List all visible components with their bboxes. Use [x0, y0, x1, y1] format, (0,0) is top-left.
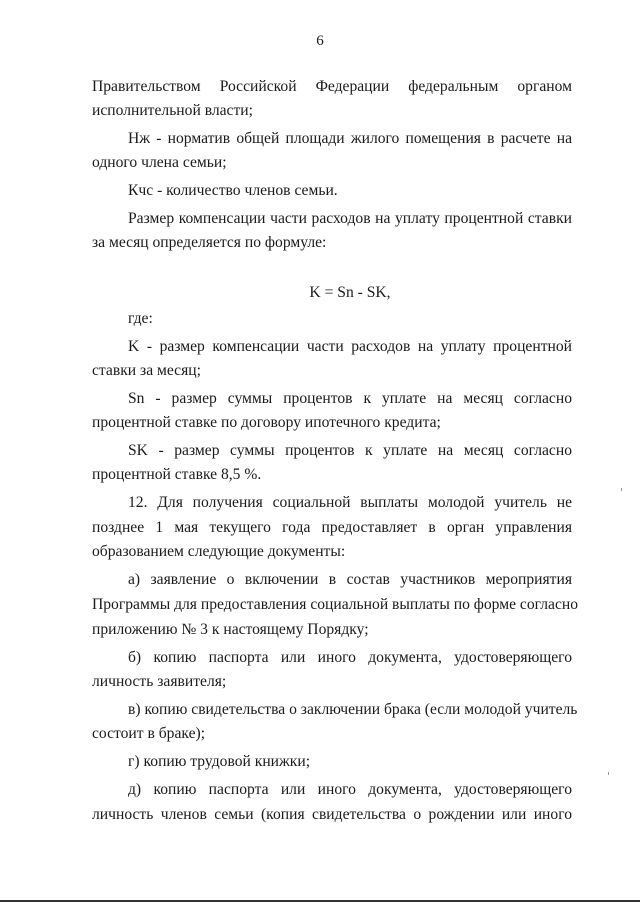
text-line: состоит в браке); — [92, 725, 206, 742]
formula: K = Sn - SK, — [309, 284, 391, 301]
text-line: д) копию паспорта или иного документа, удостоверяющего — [128, 781, 572, 798]
text-line: Программы для предоставления социальной выплаты по форме согласно — [92, 596, 579, 613]
text-line: Sn - размер суммы процентов к уплате на месяц согласно — [128, 390, 572, 407]
text-line: позднее 1 мая текущего года предоставляет в орган управления — [92, 519, 572, 536]
text-line: где: — [128, 310, 153, 327]
text-line: одного члена семьи; — [92, 154, 227, 171]
text-line: личность членов семьи (копия свидетельства о рождении или иного — [92, 806, 572, 823]
text-line: Размер компенсации части расходов на уплату процентной ставки — [128, 210, 572, 227]
text-line: ставки за месяц; — [92, 362, 201, 379]
text-line: образованием следующие документы: — [92, 543, 346, 560]
text-line: процентной ставке 8,5 %. — [92, 466, 262, 483]
text-line: в) копию свидетельства о заключении брака (если молодой учитель — [128, 701, 578, 718]
scan-edge-line — [0, 900, 640, 902]
text-line: K - размер компенсации части расходов на уплату процентной — [128, 338, 572, 355]
text-line: SK - размер суммы процентов к уплате на месяц согласно — [128, 442, 572, 459]
scan-speck — [608, 772, 609, 775]
text-line: процентной ставке по договору ипотечного кредита; — [92, 414, 441, 431]
text-line: Нж - норматив общей площади жилого помещения в расчете на — [128, 130, 572, 147]
text-line: б) копию паспорта или иного документа, удостоверяющего — [128, 649, 572, 666]
text-line: приложению № 3 к настоящему Порядку; — [92, 621, 369, 638]
text-line: г) копию трудовой книжки; — [128, 753, 311, 770]
text-line: а) заявление о включении в состав участников мероприятия — [128, 571, 572, 588]
text-line: личность заявителя; — [92, 673, 227, 690]
page-number: 6 — [316, 33, 324, 49]
text-line: Правительством Российской Федерации федеральным органом — [92, 78, 572, 95]
text-line: за месяц определяется по формуле: — [92, 234, 327, 251]
text-line: 12. Для получения социальной выплаты молодой учитель не — [128, 494, 572, 511]
text-line: Кчс - количество членов семьи. — [128, 182, 338, 199]
text-line: исполнительной власти; — [92, 102, 253, 119]
scan-speck — [621, 488, 622, 491]
